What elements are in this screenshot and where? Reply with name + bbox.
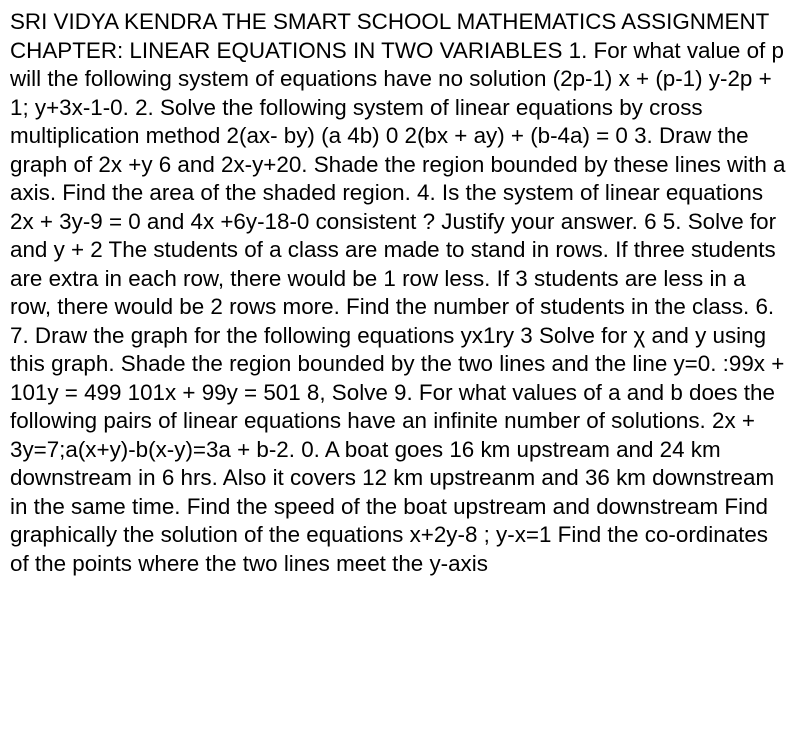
assignment-text: SRI VIDYA KENDRA THE SMART SCHOOL MATHEMATICS ASSIGNMENT CHAPTER: LINEAR EQUATIONS IN TWO VARIABLES 1. For what value of p will the following system of equations have no solution (2p-1) x + (p-1) y-2p + 1; y+3x-1-0. 2. Solve the following system of linear equations by cross multiplication method 2(ax- by) (a 4b) 0 2(bx + ay) + (b-4a) = 0 3. Draw the graph of 2x +y 6 and 2x-y+20. Shade the region bounded by these lines with a axis. Find the area of the shaded region. 4. Is the system of linear equations 2x + 3y-9 = 0 and 4x +6y-18-0 consistent ? Justify your answer. 6 5. Solve for and y + 2 The students of a class are made to stand in rows. If three students are extra in each row, there would be 1 row less. If 3 students are less in a row, there would be 2 rows more. Find the number of students in the class. 6. 7. Draw the graph for the following equations yx1ry 3 Solve for χ and y using this graph. Shade the region bounded by the two lines and the line y=0. :99x + 101y = 499 101x + 99y = 501 8, Solve 9. For what values of a and b does the following pairs of linear equations have an infinite number of solutions. 2x + 3y=7;a(x+y)-b(x-y)=3a + b-2. 0. A boat goes 16 km upstream and 24 km downstream in 6 hrs. Also it covers 12 km upstreanm and 36 km downstream in the same time. Find the speed of the boat upstream and downstream Find graphically the solution of the equations x+2y-8 ; y-x=1 Find the co-ordinates of the points where the two lines meet the y-axis: [10, 9, 786, 576]
